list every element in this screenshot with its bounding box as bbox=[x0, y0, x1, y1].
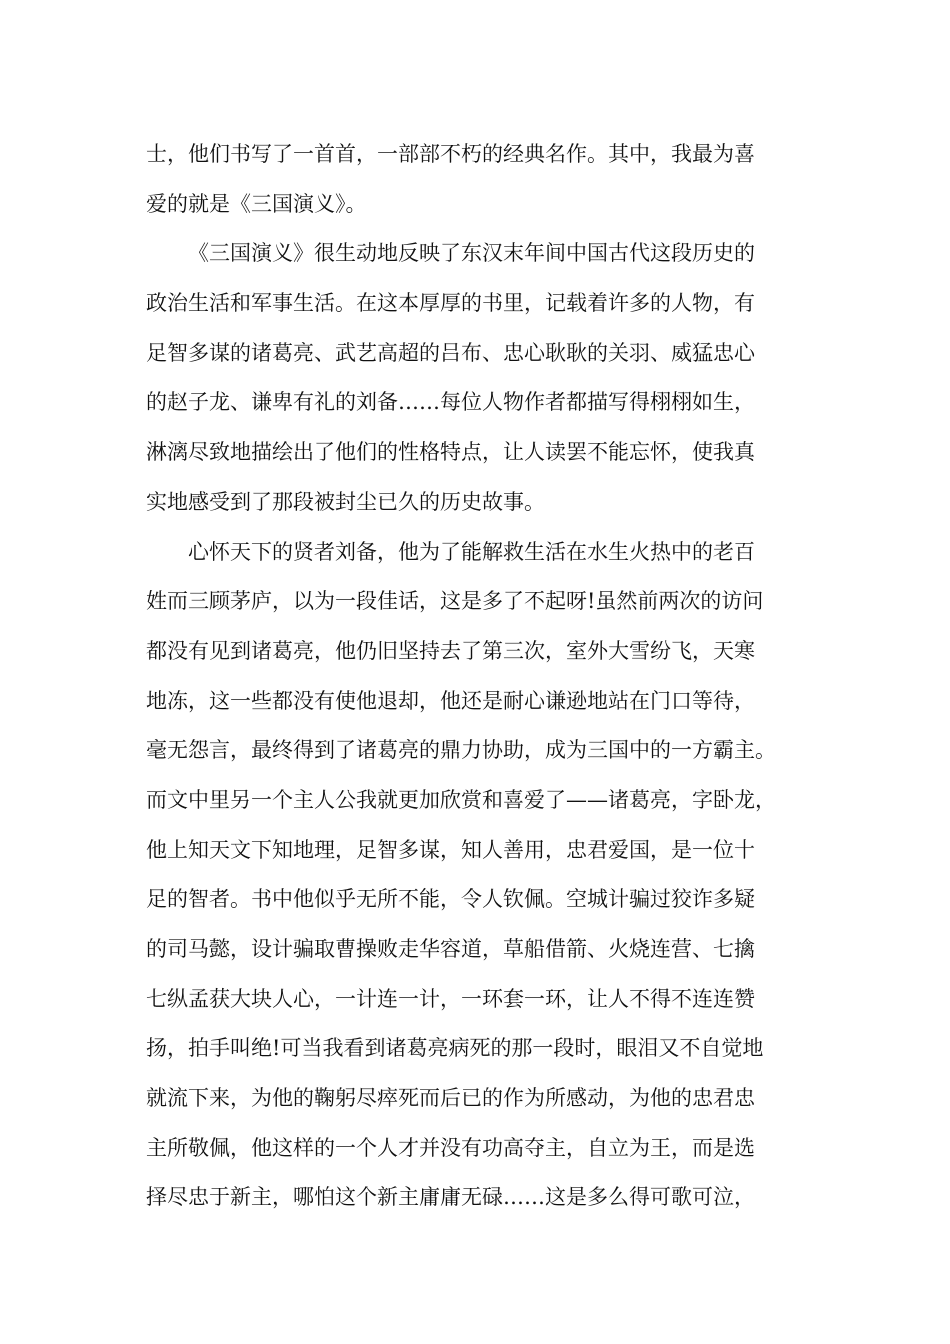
paragraph-3-line-4: 地冻，这一些都没有使他退却，他还是耐心谦逊地站在门口等待， bbox=[146, 688, 755, 713]
paragraph-1-line-2: 爱的就是《三国演义》。 bbox=[146, 191, 367, 216]
document-body bbox=[146, 130, 826, 1223]
paragraph-1-line-1: 士，他们书写了一首首，一部部不朽的经典名作。其中，我最为喜 bbox=[146, 142, 755, 166]
paragraph-2-line-1: 《三国演义》很生动地反映了东汉末年间中国古代这段历史的 bbox=[188, 241, 755, 266]
paragraph-2-line-4: 的赵子龙、谦卑有礼的刘备……每位人物作者都描写得栩栩如生， bbox=[146, 390, 755, 415]
paragraph-3-line-10: 七纵孟获大块人心，一计连一计，一环套一环，让人不得不连连赞 bbox=[146, 986, 755, 1011]
paragraph-3-line-13: 主所敬佩，他这样的一个人才并没有功高夺主，自立为王，而是选 bbox=[146, 1135, 755, 1160]
paragraph-3-line-12: 就流下来，为他的鞠躬尽瘁死而后已的作为所感动，为他的忠君忠 bbox=[146, 1086, 755, 1111]
paragraph-3-line-7: 他上知天文下知地理，足智多谋，知人善用，忠君爱国，是一位十 bbox=[146, 837, 755, 862]
paragraph-3-line-5: 毫无怨言，最终得到了诸葛亮的鼎力协助，成为三国中的一方霸主。 bbox=[146, 738, 776, 763]
paragraph-3-line-6: 而文中里另一个主人公我就更加欣赏和喜爱了——诸葛亮，字卧龙， bbox=[146, 787, 776, 812]
paragraph-3-line-2: 姓而三顾茅庐，以为一段佳话，这是多了不起呀!虽然前两次的访问 bbox=[146, 589, 764, 614]
paragraph-2-line-6: 实地感受到了那段被封尘已久的历史故事。 bbox=[146, 489, 545, 514]
paragraph-3-line-1: 心怀天下的贤者刘备，他为了能解救生活在水生火热中的老百 bbox=[188, 539, 755, 564]
paragraph-3-line-11: 扬，拍手叫绝!可当我看到诸葛亮病死的那一段时，眼泪又不自觉地 bbox=[146, 1036, 764, 1061]
paragraph-2-line-5: 淋漓尽致地描绘出了他们的性格特点，让人读罢不能忘怀，使我真 bbox=[146, 440, 755, 465]
paragraph-2-line-3: 足智多谋的诸葛亮、武艺高超的吕布、忠心耿耿的关羽、威猛忠心 bbox=[146, 340, 755, 365]
paragraph-3-line-14: 择尽忠于新主，哪怕这个新主庸庸无碌……这是多么得可歌可泣， bbox=[146, 1185, 755, 1210]
paragraph-3-line-8: 足的智者。书中他似乎无所不能，令人钦佩。空城计骗过狡诈多疑 bbox=[146, 887, 755, 912]
paragraph-3-line-9: 的司马懿，设计骗取曹操败走华容道，草船借箭、火烧连营、七擒 bbox=[146, 937, 755, 961]
paragraph-3-line-3: 都没有见到诸葛亮，他仍旧坚持去了第三次，室外大雪纷飞，天寒 bbox=[146, 638, 755, 663]
paragraph-2-line-2: 政治生活和军事生活。在这本厚厚的书里，记载着许多的人物，有 bbox=[146, 291, 755, 316]
